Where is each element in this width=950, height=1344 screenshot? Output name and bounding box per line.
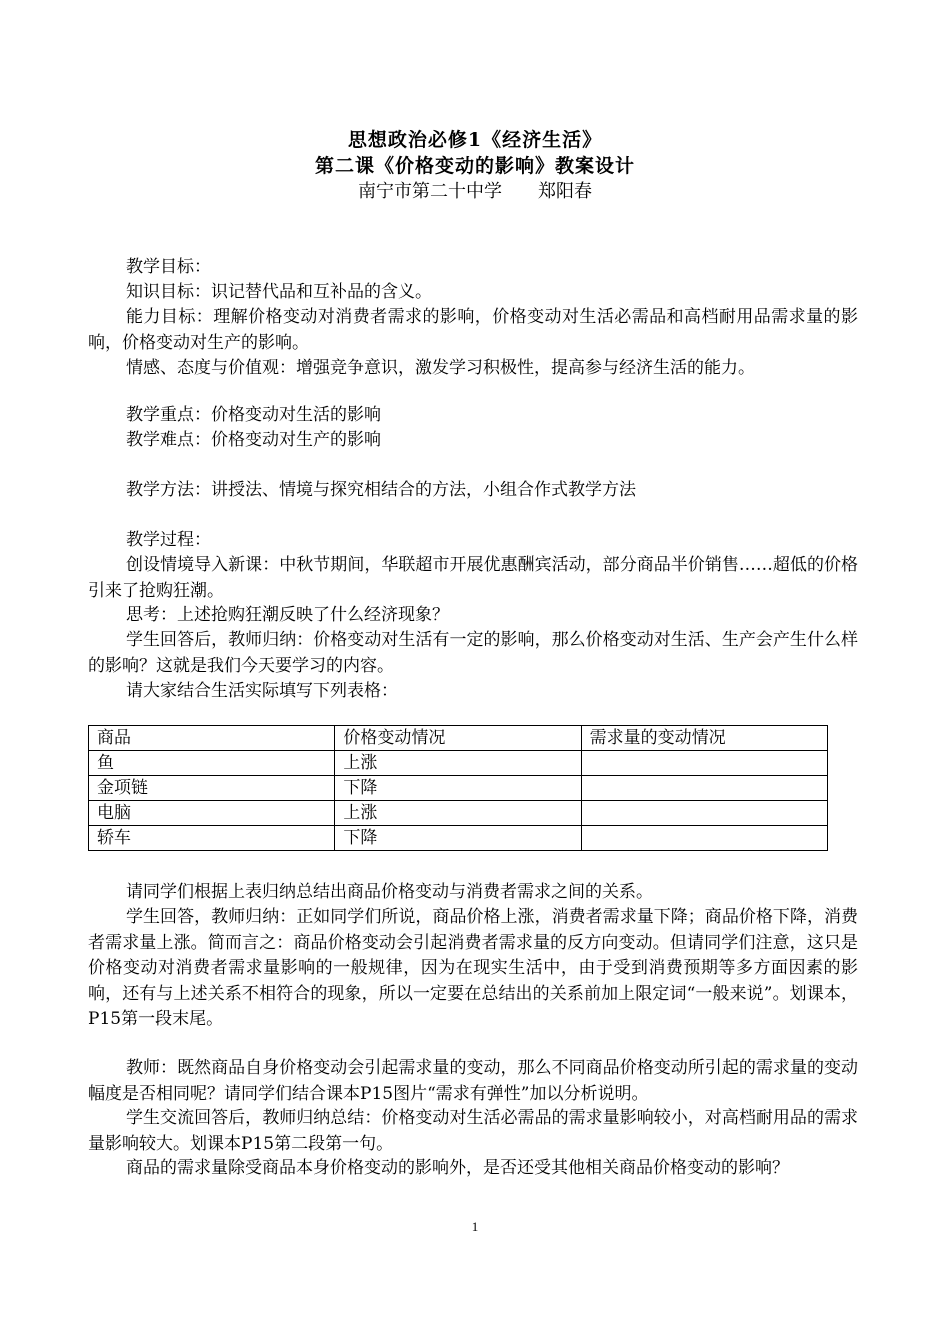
document-subtitle: 第二课《价格变动的影响》教案设计 [314,155,635,177]
paragraph: 学生回答，教师归纳：正如同学们所说，商品价格上涨，消费者需求量下降；商品价格下降，消费者需求量上涨。简而言之：商品价格变动会引起消费者需求量的反方向变动。但请同学们注意，这只是价格变动对消费者需求量影响的一般规律，因为在现实生活中，由于受到消费预期等多方面因素的影响，还有与上述关系不相符合的现象，所以一定要在总结出的关系前加上限定词“一般来说”。划课本，P15第一段末尾。 [88,907,858,1029]
paragraph: 思考：上述抢购狂潮反映了什么经济现象？ [126,605,449,625]
table-row [89,751,828,776]
table-cell: 上涨 [335,801,581,826]
table-header-cell: 商品 [89,726,335,751]
paragraph: 教学难点：价格变动对生产的影响 [126,430,381,450]
paragraph: 创设情境导入新课：中秋节期间，华联超市开展优惠酬宾活动，部分商品半价销售……超低的价格引来了抢购狂潮。 [88,555,858,601]
paragraph: 教学过程： [126,530,211,550]
author-line: 南宁市第二十中学 郑阳春 [358,181,592,202]
table-row [89,801,828,826]
paragraph: 商品的需求量除受商品本身价格变动的影响外，是否还受其他相关商品价格变动的影响？ [126,1158,789,1178]
table-cell [581,751,827,776]
paragraph: 教师：既然商品自身价格变动会引起需求量的变动，那么不同商品价格变动所引起的需求量的变动幅度是否相同呢？请同学们结合课本P15图片“需求有弹性”加以分析说明。 [88,1058,858,1104]
table-cell: 鱼 [89,751,335,776]
table-cell: 上涨 [335,751,581,776]
table-cell [581,826,827,851]
paragraph: 教学目标： [126,257,211,277]
table-cell [581,801,827,826]
paragraph: 能力目标：理解价格变动对消费者需求的影响，价格变动对生活必需品和高档耐用品需求量的影响，价格变动对生产的影响。 [88,307,858,353]
table-header-row [89,726,828,751]
table-row [89,826,828,851]
document-title: 思想政治必修1《经济生活》 [347,129,603,151]
paragraph: 学生回答后，教师归纳：价格变动对生活有一定的影响，那么价格变动对生活、生产会产生什么样的影响？这就是我们今天要学习的内容。 [88,630,858,676]
table-cell: 下降 [335,776,581,801]
table-cell [581,776,827,801]
table-row [89,776,828,801]
paragraph: 学生交流回答后，教师归纳总结：价格变动对生活必需品的需求量影响较小，对高档耐用品的需求量影响较大。划课本P15第二段第一句。 [88,1108,858,1154]
paragraph: 情感、态度与价值观：增强竞争意识，激发学习积极性，提高参与经济生活的能力。 [126,358,755,378]
paragraph: 知识目标：识记替代品和互补品的含义。 [126,282,432,302]
table-cell: 下降 [335,826,581,851]
demand-table [88,725,828,851]
paragraph: 请同学们根据上表归纳总结出商品价格变动与消费者需求之间的关系。 [126,882,653,902]
table-header-cell: 需求量的变动情况 [581,726,827,751]
table-cell: 金项链 [89,776,335,801]
table-cell: 电脑 [89,801,335,826]
table-cell: 轿车 [89,826,335,851]
paragraph: 请大家结合生活实际填写下列表格： [126,681,398,701]
paragraph: 教学方法：讲授法、情境与探究相结合的方法，小组合作式教学方法 [126,480,636,500]
page-number: 1 [471,1219,479,1234]
table-header-cell: 价格变动情况 [335,726,581,751]
paragraph: 教学重点：价格变动对生活的影响 [126,405,381,425]
